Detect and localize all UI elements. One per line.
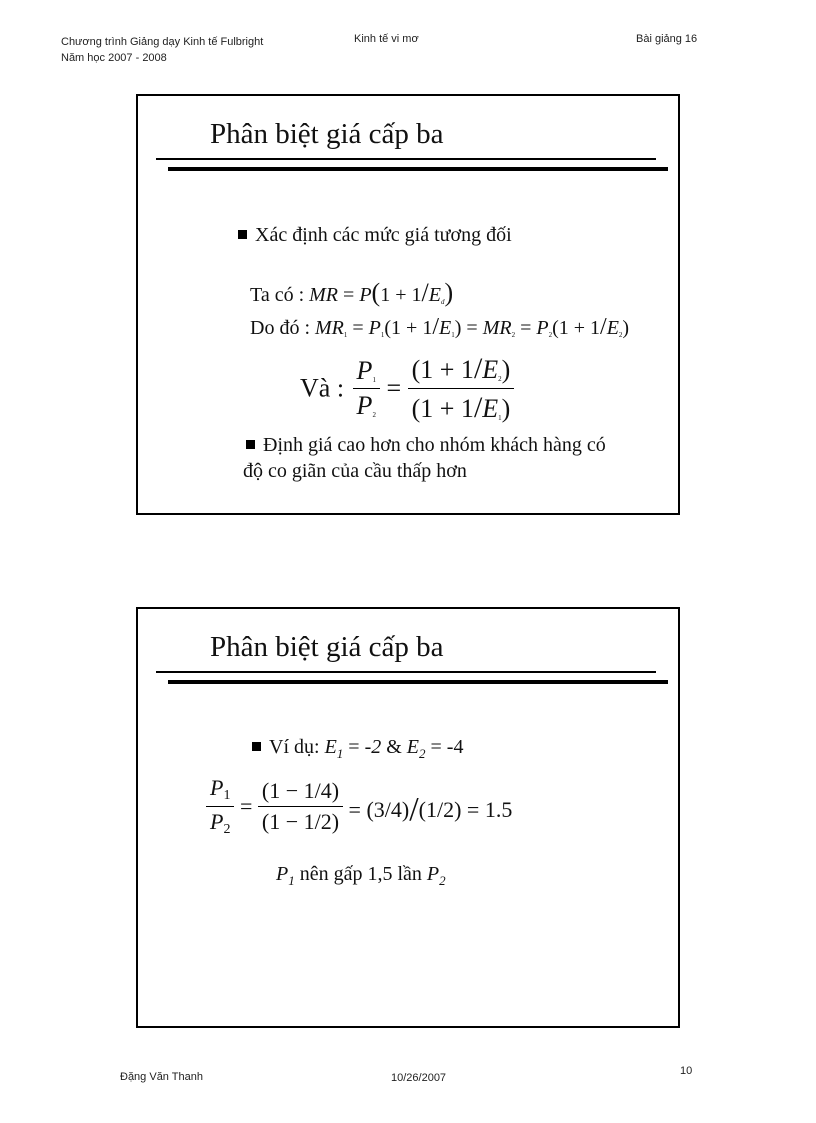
bullet-square-icon — [238, 230, 247, 239]
header-year: Năm học 2007 - 2008 — [61, 52, 167, 64]
header-course: Kinh tế vi mơ — [354, 33, 419, 45]
slide-1-bullet-2-cont: độ co giãn của cầu thấp hơn — [243, 460, 467, 482]
slide-1-equation-equal-mr: Do đó : $MR_1 = P_1(1 + 1/E_1) = MR_2 = P_2(1 + 1/E_2)$ — [250, 314, 630, 340]
slide-2-conclusion: $P_1$ nên gấp 1,5 lần $P_2$ — [276, 863, 446, 888]
slide-1-rule-thick — [168, 167, 668, 171]
slide-1-bullet-1: Xác định các mức giá tương đối — [238, 224, 512, 247]
slide-1 — [136, 94, 680, 515]
slide-2-title: Phân biệt giá cấp ba — [210, 631, 444, 663]
slide-1-equation-price-ratio: Và : $\frac{P_1}{P_2}$ = $\frac{(1 + 1/E_2)}{(1 + 1/E_1)}$ — [300, 352, 514, 425]
footer-date: 10/26/2007 — [391, 1072, 447, 1084]
footer-author: Đặng Văn Thanh — [120, 1071, 203, 1083]
header-program: Chương trình Giảng dạy Kinh tế Fulbright — [61, 36, 264, 48]
bullet-square-icon — [252, 742, 261, 751]
slide-2-example: Ví dụ: $E_1 = -2$ & $E_2 = -4$ — [252, 736, 463, 762]
slide-2-rule-thin — [156, 671, 656, 673]
slide-2-rule-thick — [168, 680, 668, 684]
slide-1-rule-thin — [156, 158, 656, 160]
page-number: 10 — [680, 1065, 693, 1077]
slide-1-equation-mr: Ta có : MR = $P(1 + 1/E_d)$ — [250, 278, 454, 307]
bullet-square-icon — [246, 440, 255, 449]
slide-1-title: Phân biệt giá cấp ba — [210, 118, 444, 150]
slide-1-bullet-2: Định giá cao hơn cho nhóm khách hàng có — [246, 434, 606, 457]
slide-2 — [136, 607, 680, 1028]
header-lecture: Bài giảng 16 — [636, 33, 698, 45]
slide-2-equation-ratio: $\frac{P1}{P2}$ = $\frac{(1 - 1/4)}{(1 - 1/2)}$ = (3/4)/(1/2) = 1.5 — [206, 775, 512, 838]
